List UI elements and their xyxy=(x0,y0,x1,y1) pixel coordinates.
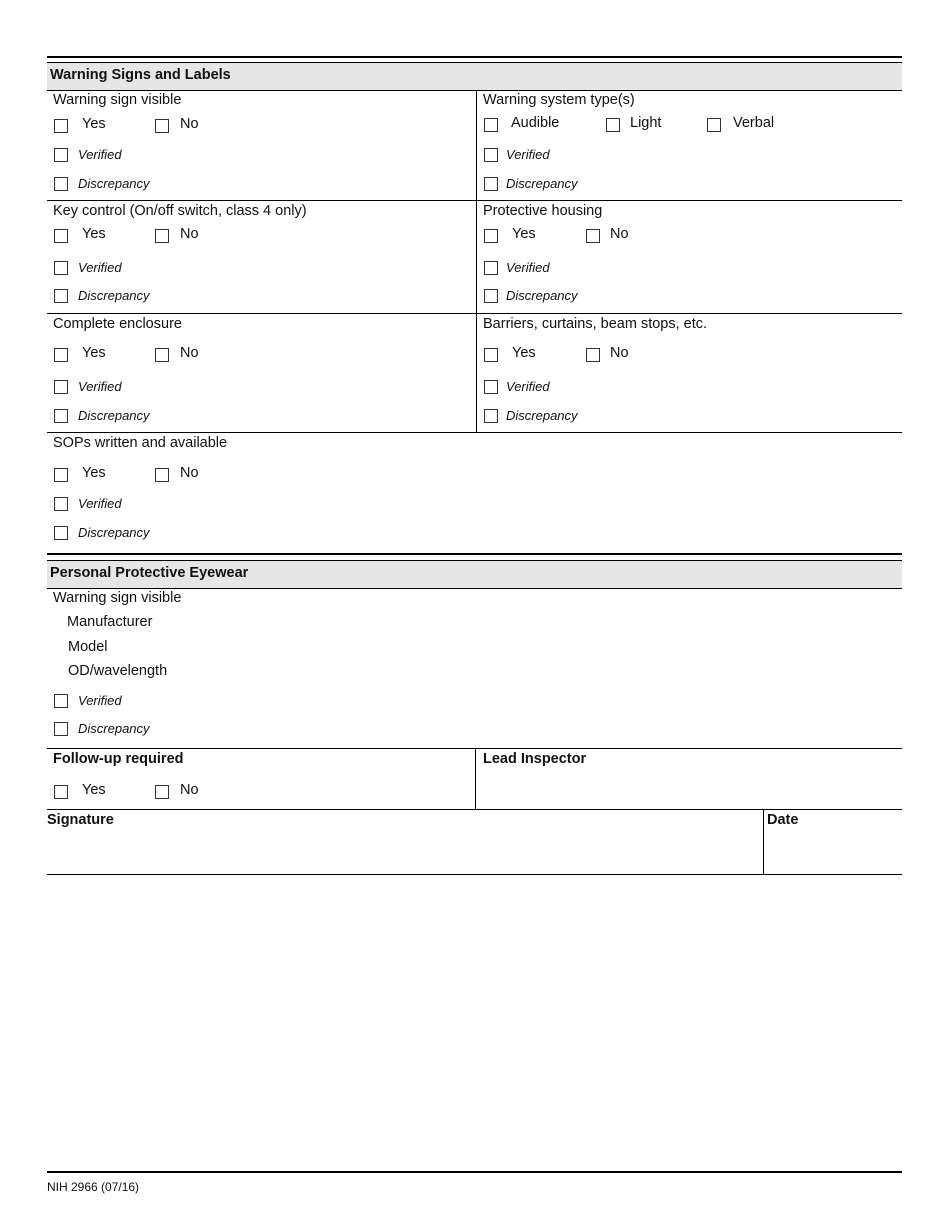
protective-housing-label: Protective housing xyxy=(483,203,603,219)
footer-rule xyxy=(47,1171,902,1173)
warning-system-light-checkbox[interactable] xyxy=(606,118,620,132)
eyewear-manufacturer-label: Manufacturer xyxy=(67,614,153,630)
sops-discrepancy-checkbox[interactable] xyxy=(54,526,68,540)
top-rule xyxy=(47,56,902,58)
key-control-yes-checkbox[interactable] xyxy=(54,229,68,243)
protective-housing-yes-checkbox[interactable] xyxy=(484,229,498,243)
sops-verified-checkbox[interactable] xyxy=(54,497,68,511)
warning-system-audible-checkbox[interactable] xyxy=(484,118,498,132)
barriers-discrepancy-checkbox[interactable] xyxy=(484,409,498,423)
warning-sign-verified-checkbox[interactable] xyxy=(54,148,68,162)
followup-no-label: No xyxy=(180,782,199,798)
lead-inspector-label: Lead Inspector xyxy=(483,751,587,767)
warning-sign-yes-label: Yes xyxy=(82,116,106,132)
warning-system-verified-checkbox[interactable] xyxy=(484,148,498,162)
sops-no-checkbox[interactable] xyxy=(155,468,169,482)
protective-housing-yes-label: Yes xyxy=(512,226,536,242)
sops-discrepancy-label: Discrepancy xyxy=(78,525,150,540)
sops-yes-label: Yes xyxy=(82,465,106,481)
complete-enclosure-discrepancy-label: Discrepancy xyxy=(78,408,150,423)
eyewear-section-title: Personal Protective Eyewear xyxy=(50,565,249,581)
complete-enclosure-no-label: No xyxy=(180,345,199,361)
warning-sign-no-checkbox[interactable] xyxy=(155,119,169,133)
eyewear-warning-label: Warning sign visible xyxy=(53,590,182,606)
barriers-no-label: No xyxy=(610,345,629,361)
eyewear-discrepancy-label: Discrepancy xyxy=(78,721,150,736)
date-label: Date xyxy=(767,812,799,828)
warning-section-title: Warning Signs and Labels xyxy=(50,67,231,83)
followup-label: Follow-up required xyxy=(53,751,184,767)
sops-label: SOPs written and available xyxy=(53,435,228,451)
warning-column-divider xyxy=(476,90,477,433)
warning-system-discrepancy-checkbox[interactable] xyxy=(484,177,498,191)
warning-sign-yes-checkbox[interactable] xyxy=(54,119,68,133)
followup-yes-checkbox[interactable] xyxy=(54,785,68,799)
key-control-no-label: No xyxy=(180,226,199,242)
eyewear-discrepancy-checkbox[interactable] xyxy=(54,722,68,736)
warning-sign-discrepancy-label: Discrepancy xyxy=(78,176,150,191)
barriers-verified-checkbox[interactable] xyxy=(484,380,498,394)
protective-housing-verified-label: Verified xyxy=(506,260,550,275)
complete-enclosure-yes-checkbox[interactable] xyxy=(54,348,68,362)
complete-enclosure-discrepancy-checkbox[interactable] xyxy=(54,409,68,423)
signature-label: Signature xyxy=(47,812,114,828)
barriers-no-checkbox[interactable] xyxy=(586,348,600,362)
row-divider-3 xyxy=(47,432,902,433)
warning-system-light-label: Light xyxy=(630,115,662,131)
followup-yes-label: Yes xyxy=(82,782,106,798)
sops-verified-label: Verified xyxy=(78,496,122,511)
warning-system-label: Warning system type(s) xyxy=(483,92,635,108)
key-control-yes-label: Yes xyxy=(82,226,106,242)
form-id: NIH 2966 (07/16) xyxy=(47,1180,140,1194)
warning-sign-verified-label: Verified xyxy=(78,147,122,162)
protective-housing-no-checkbox[interactable] xyxy=(586,229,600,243)
warning-sign-discrepancy-checkbox[interactable] xyxy=(54,177,68,191)
protective-housing-verified-checkbox[interactable] xyxy=(484,261,498,275)
eyewear-verified-checkbox[interactable] xyxy=(54,694,68,708)
key-control-no-checkbox[interactable] xyxy=(155,229,169,243)
key-control-label: Key control (On/off switch, class 4 only) xyxy=(53,203,307,219)
eyewear-verified-label: Verified xyxy=(78,693,122,708)
complete-enclosure-verified-label: Verified xyxy=(78,379,122,394)
key-control-discrepancy-checkbox[interactable] xyxy=(54,289,68,303)
warning-system-verbal-checkbox[interactable] xyxy=(707,118,721,132)
eyewear-top-rule xyxy=(47,553,902,555)
barriers-verified-label: Verified xyxy=(506,379,550,394)
sops-yes-checkbox[interactable] xyxy=(54,468,68,482)
protective-housing-discrepancy-label: Discrepancy xyxy=(506,288,578,303)
followup-column-divider xyxy=(475,748,476,810)
row-divider-2 xyxy=(47,313,902,314)
warning-system-audible-label: Audible xyxy=(511,115,560,131)
protective-housing-discrepancy-checkbox[interactable] xyxy=(484,289,498,303)
eyewear-od-wavelength-label: OD/wavelength xyxy=(68,663,168,679)
key-control-verified-label: Verified xyxy=(78,260,122,275)
row-divider-1 xyxy=(47,200,902,201)
barriers-yes-checkbox[interactable] xyxy=(484,348,498,362)
followup-no-checkbox[interactable] xyxy=(155,785,169,799)
warning-system-verbal-label: Verbal xyxy=(733,115,775,131)
complete-enclosure-verified-checkbox[interactable] xyxy=(54,380,68,394)
complete-enclosure-label: Complete enclosure xyxy=(53,316,182,332)
key-control-verified-checkbox[interactable] xyxy=(54,261,68,275)
complete-enclosure-no-checkbox[interactable] xyxy=(155,348,169,362)
warning-system-verified-label: Verified xyxy=(506,147,550,162)
signature-bottom-rule xyxy=(47,874,902,875)
warning-system-discrepancy-label: Discrepancy xyxy=(506,176,578,191)
warning-sign-label: Warning sign visible xyxy=(53,92,182,108)
protective-housing-no-label: No xyxy=(610,226,629,242)
key-control-discrepancy-label: Discrepancy xyxy=(78,288,150,303)
barriers-yes-label: Yes xyxy=(512,345,536,361)
signature-top-rule xyxy=(47,809,902,810)
sops-no-label: No xyxy=(180,465,199,481)
barriers-discrepancy-label: Discrepancy xyxy=(506,408,578,423)
eyewear-model-label: Model xyxy=(68,639,108,655)
warning-sign-no-label: No xyxy=(180,116,199,132)
signature-date-divider xyxy=(763,809,764,874)
barriers-label: Barriers, curtains, beam stops, etc. xyxy=(483,316,708,332)
complete-enclosure-yes-label: Yes xyxy=(82,345,106,361)
